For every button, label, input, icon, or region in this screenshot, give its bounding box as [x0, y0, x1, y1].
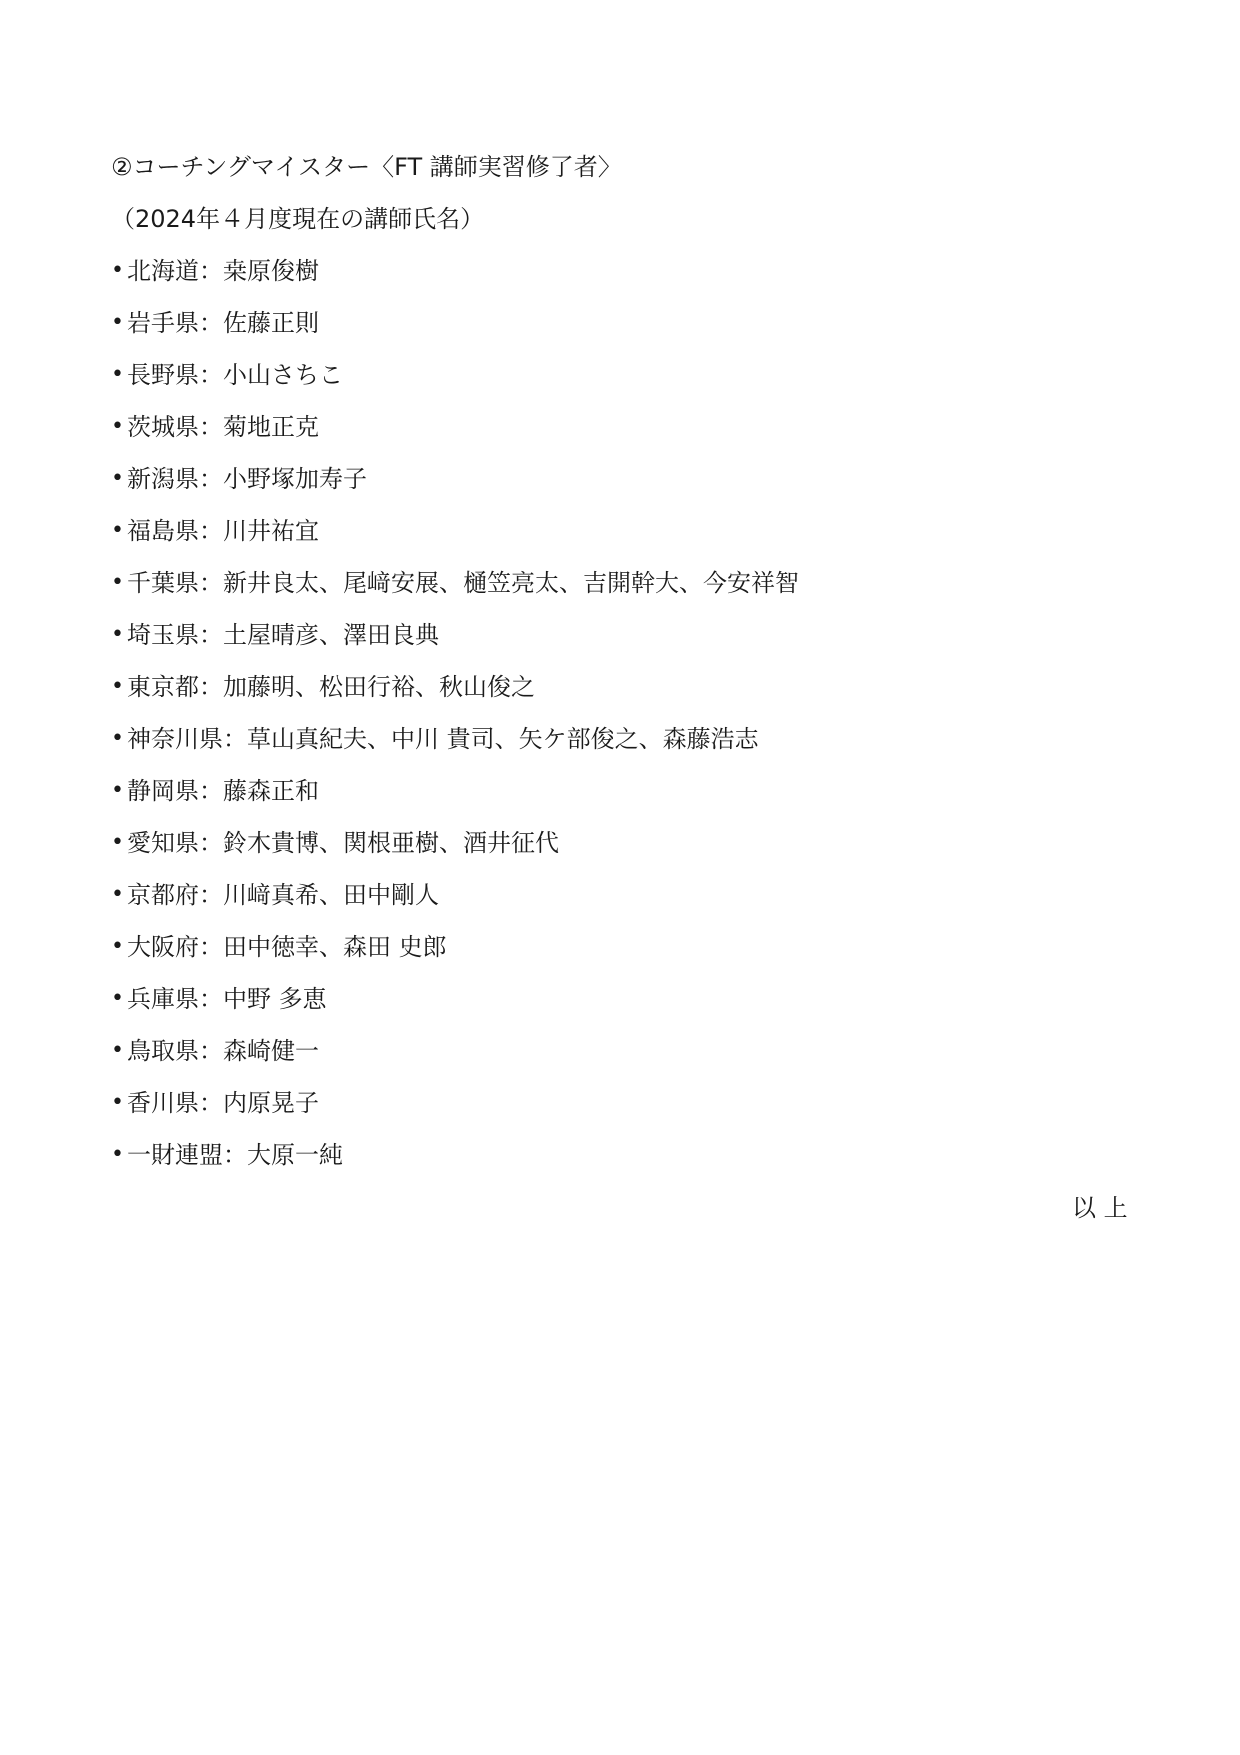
prefecture-label: 兵庫県 — [127, 985, 199, 1013]
instructor-list — [111, 245, 1131, 1181]
list-item — [111, 401, 1131, 453]
bullet-icon: • — [111, 258, 124, 283]
document-content — [111, 141, 1131, 1181]
list-item — [111, 245, 1131, 297]
bullet-icon: • — [111, 986, 124, 1011]
separator: ： — [199, 257, 223, 285]
bullet-icon: • — [111, 518, 124, 543]
instructor-names: 草山真紀夫、中川 貴司、矢ケ部俊之、森藤浩志 — [247, 725, 759, 753]
list-item — [111, 765, 1131, 817]
prefecture-label: 東京都 — [127, 673, 199, 701]
bullet-icon: • — [111, 674, 124, 699]
separator: ： — [199, 1089, 223, 1117]
list-item — [111, 921, 1131, 973]
instructor-names: 新井良太、尾﨑安展、樋笠亮太、吉開幹大、今安祥智 — [223, 569, 799, 597]
bullet-icon: • — [111, 466, 124, 491]
separator: ： — [199, 465, 223, 493]
list-item — [111, 349, 1131, 401]
separator: ： — [199, 361, 223, 389]
instructor-names: 加藤明、松田行裕、秋山俊之 — [223, 673, 535, 701]
separator: ： — [199, 621, 223, 649]
separator: ： — [199, 985, 223, 1013]
bullet-icon: • — [111, 934, 124, 959]
separator: ： — [199, 517, 223, 545]
separator: ： — [199, 933, 223, 961]
list-item — [111, 869, 1131, 921]
prefecture-label: 埼玉県 — [127, 621, 199, 649]
instructor-names: 田中徳幸、森田 史郎 — [223, 933, 447, 961]
prefecture-label: 愛知県 — [127, 829, 199, 857]
bullet-icon: • — [111, 1038, 124, 1063]
bullet-icon: • — [111, 882, 124, 907]
prefecture-label: 大阪府 — [127, 933, 199, 961]
instructor-names: 藤森正和 — [223, 777, 319, 805]
list-item — [111, 661, 1131, 713]
bullet-icon: • — [111, 726, 124, 751]
list-item — [111, 453, 1131, 505]
instructor-names: 川井祐宜 — [223, 517, 319, 545]
instructor-names: 小野塚加寿子 — [223, 465, 367, 493]
instructor-names: 菊地正克 — [223, 413, 319, 441]
separator: ： — [199, 413, 223, 441]
instructor-names: 内原晃子 — [223, 1089, 319, 1117]
prefecture-label: 茨城県 — [127, 413, 199, 441]
instructor-names: 土屋晴彦、澤田良典 — [223, 621, 439, 649]
list-item — [111, 505, 1131, 557]
instructor-names: 鈴木貴博、関根亜樹、酒井征代 — [223, 829, 559, 857]
bullet-icon: • — [111, 1142, 124, 1167]
bullet-icon: • — [111, 310, 124, 335]
list-item — [111, 817, 1131, 869]
prefecture-label: 新潟県 — [127, 465, 199, 493]
instructor-names: 佐藤正則 — [223, 309, 319, 337]
instructor-names: 大原一純 — [247, 1141, 343, 1169]
separator: ： — [199, 309, 223, 337]
closing-text: 以 上 — [1072, 1194, 1128, 1222]
prefecture-label: 長野県 — [127, 361, 199, 389]
prefecture-label: 鳥取県 — [127, 1037, 199, 1065]
prefecture-label: 北海道 — [127, 257, 199, 285]
list-item — [111, 609, 1131, 661]
prefecture-label: 香川県 — [127, 1089, 199, 1117]
prefecture-label: 岩手県 — [127, 309, 199, 337]
bullet-icon: • — [111, 1090, 124, 1115]
separator: ： — [199, 881, 223, 909]
list-item — [111, 973, 1131, 1025]
list-item — [111, 713, 1131, 765]
separator: ： — [199, 777, 223, 805]
instructor-names: 森崎健一 — [223, 1037, 319, 1065]
bullet-icon: • — [111, 622, 124, 647]
list-item — [111, 1025, 1131, 1077]
bullet-icon: • — [111, 362, 124, 387]
bullet-icon: • — [111, 778, 124, 803]
separator: ： — [199, 829, 223, 857]
separator: ： — [199, 569, 223, 597]
bullet-icon: • — [111, 830, 124, 855]
prefecture-label: 千葉県 — [127, 569, 199, 597]
bullet-icon: • — [111, 414, 124, 439]
instructor-names: 小山さちこ — [223, 361, 343, 389]
prefecture-label: 神奈川県 — [127, 725, 223, 753]
list-item — [111, 1129, 1131, 1181]
instructor-names: 中野 多恵 — [223, 985, 327, 1013]
separator: ： — [223, 725, 247, 753]
bullet-icon: • — [111, 570, 124, 595]
instructor-names: 川﨑真希、田中剛人 — [223, 881, 439, 909]
section-heading: ②コーチングマイスター〈FT 講師実習修了者〉 — [111, 153, 622, 181]
separator: ： — [199, 673, 223, 701]
section-subheading: （2024年４月度現在の講師氏名） — [111, 205, 485, 233]
prefecture-label: 福島県 — [127, 517, 199, 545]
prefecture-label: 静岡県 — [127, 777, 199, 805]
instructor-names: 桒原俊樹 — [223, 257, 319, 285]
separator: ： — [199, 1037, 223, 1065]
prefecture-label: 京都府 — [127, 881, 199, 909]
separator: ： — [223, 1141, 247, 1169]
prefecture-label: 一財連盟 — [127, 1141, 223, 1169]
list-item — [111, 1077, 1131, 1129]
list-item — [111, 297, 1131, 349]
list-item — [111, 557, 1131, 609]
